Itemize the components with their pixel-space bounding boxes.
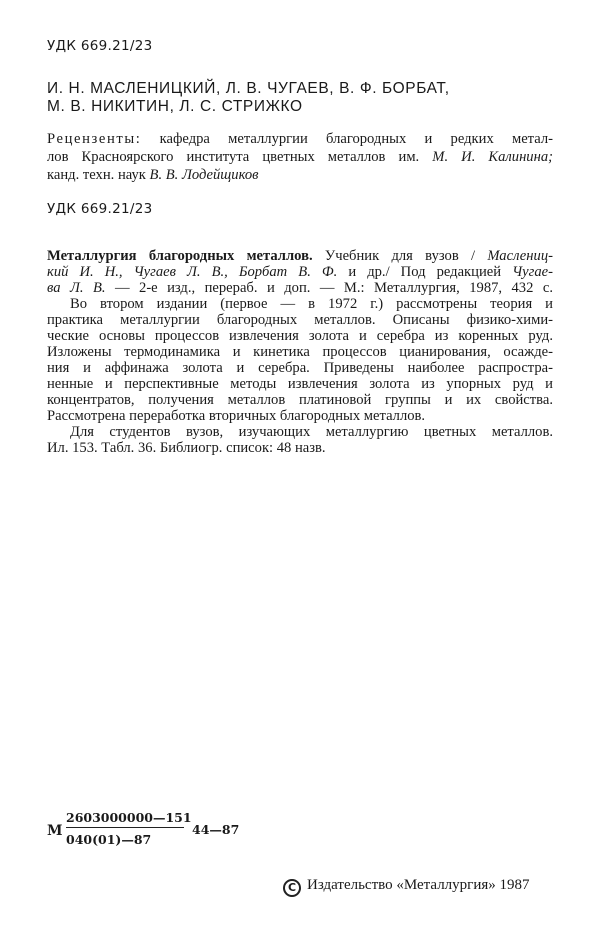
text-line [47,312,553,328]
text-line [47,408,553,424]
catalog-denominator: 040(01)—87 [66,832,152,847]
text-segment: лов Красноярского института цветных металлов им. [47,149,433,165]
text-segment: М. И. Калинина; [432,149,554,165]
text-segment: В. В. Лодейщиков [149,167,259,183]
text-line [47,344,553,360]
text-line [47,167,553,183]
text-segment: Для студентов вузов, изучающих металлургию цветных металлов. [70,424,553,440]
text-line [47,328,553,344]
text-segment: ненные и перспективные методы извлечения золота из упорных руд и [47,376,553,392]
udk-bottom: УДК 669.21/23 [47,201,153,217]
text-segment: Чугае- [512,264,553,280]
catalog-numerator: 2603000000—151 [66,810,192,825]
text-segment: Учебник для вузов / [312,248,488,264]
text-segment: кафедра металлургии благородных и редких метал- [141,131,553,147]
text-line [47,296,553,312]
text-segment: Изложены термодинамика и кинетика процессов цианирования, осажде- [47,344,553,360]
text-line [47,280,553,296]
text-segment: канд. техн. наук [47,167,150,183]
text-line [47,264,553,280]
text-line [47,360,553,376]
copyright-line [283,877,530,897]
text-line [47,149,553,165]
authors-line-2: М. В. НИКИТИН, Л. С. СТРИЖКО [47,98,303,115]
text-segment: Маслениц- [487,248,553,264]
text-segment: и др./ Под редакцией [337,264,513,280]
text-line [47,248,553,264]
text-segment: Металлургия благородных металлов. [47,248,313,264]
fraction-bar [66,827,184,828]
text-segment: концентратов, получения металлов платиновой группы и их свойства. [47,392,553,408]
catalog-letter: М [47,823,63,839]
copyright-icon: C [283,879,301,897]
authors-line-1: И. Н. МАСЛЕНИЦКИЙ, Л. В. ЧУГАЕВ, В. Ф. БОРБАТ, [47,80,450,97]
text-segment: — 2-е изд., перераб. и доп. — М.: Металлургия, 1987, 432 с. [105,280,553,296]
text-segment: ва Л. В. [47,280,106,296]
text-line [47,376,553,392]
text-segment: ческие основы процессов извлечения золота и серебра из коренных руд. [47,328,553,344]
text-line [47,131,553,147]
text-segment: Ил. 153. Табл. 36. Библиогр. список: 48 назв. [47,440,326,456]
text-segment: Во втором издании (первое — в 1972 г.) рассмотрены теория и [70,296,553,312]
text-segment: Рецензенты: [47,131,142,147]
udk-top: УДК 669.21/23 [47,38,153,54]
text-line [47,392,553,408]
text-line [47,440,553,456]
catalog-code: 44—87 [192,822,240,837]
text-segment: практика металлургии благородных металлов. Описаны физико-хими- [47,312,553,328]
copyright-text: Издательство «Металлургия» 1987 [307,877,530,893]
text-segment: Рассмотрена переработка вторичных благородных металлов. [47,408,426,424]
text-segment: кий И. Н., Чугаев Л. В., Борбат В. Ф. [47,264,338,280]
text-segment: ния и аффинажа золота и серебра. Приведены наиболее распростра- [47,360,553,376]
text-line [47,424,553,440]
